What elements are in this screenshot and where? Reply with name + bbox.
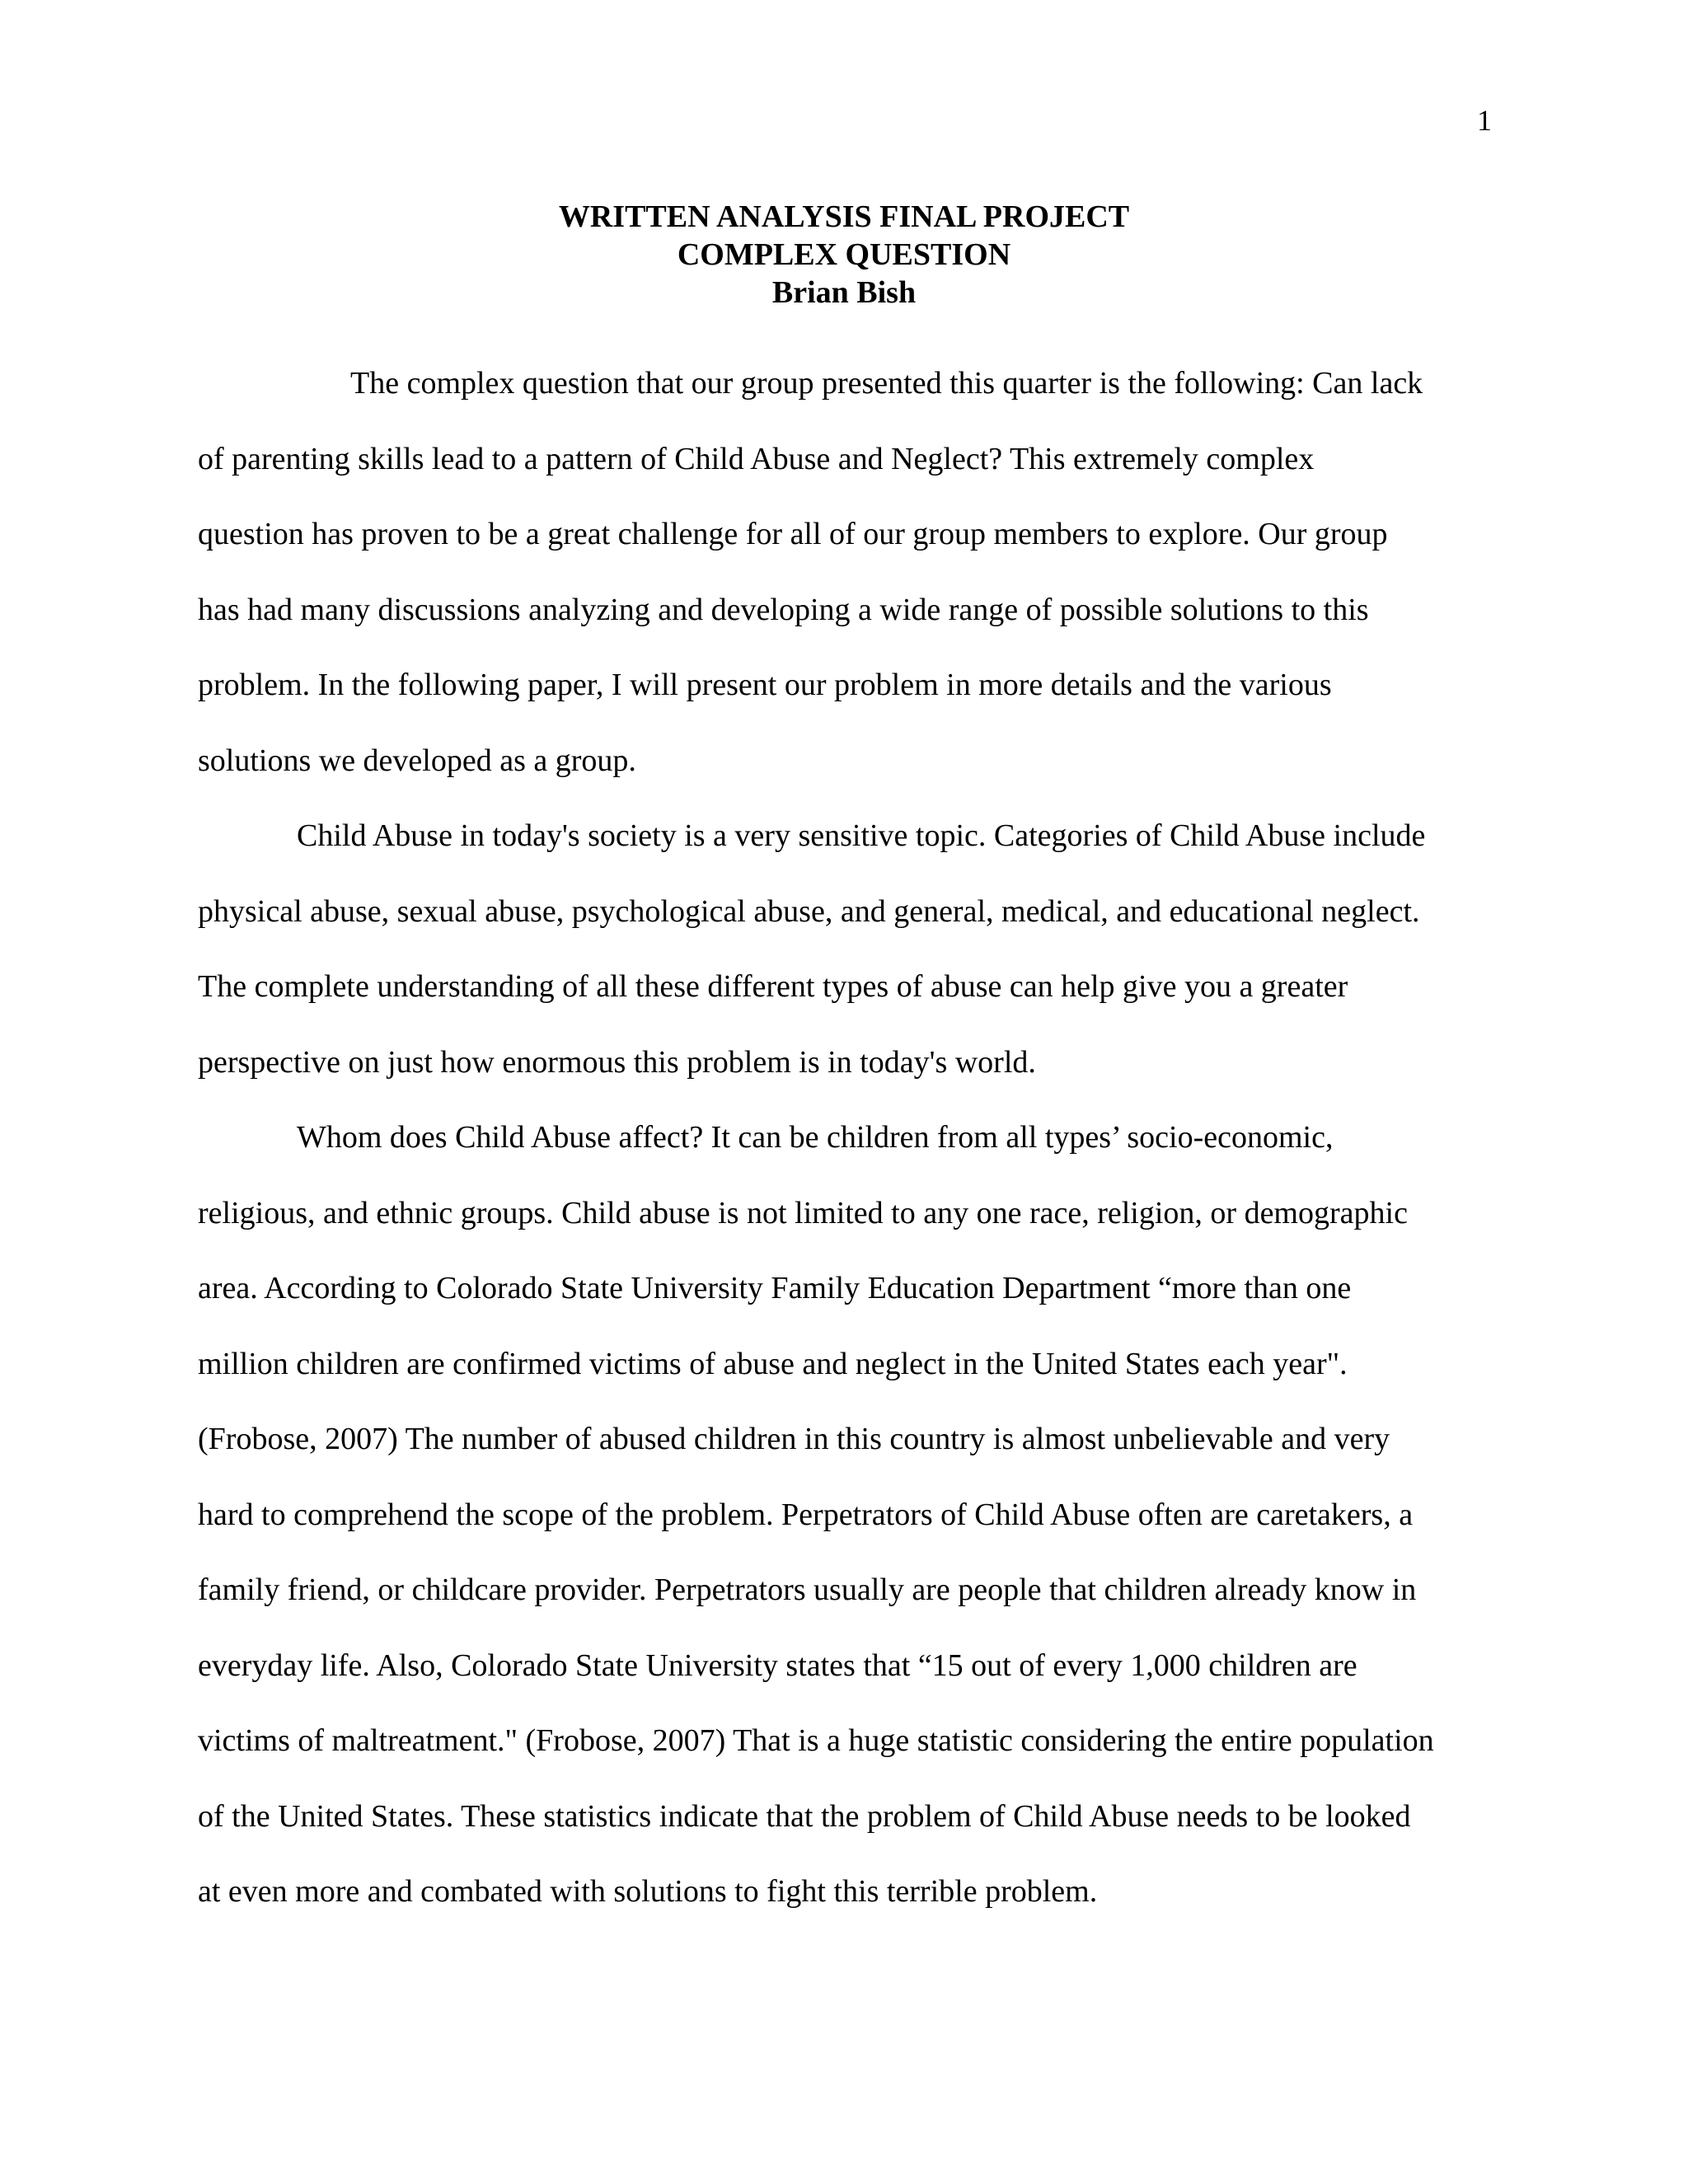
text-line: has had many discussions analyzing and developing a wide range of possible solutions to this <box>198 592 1369 627</box>
title-block <box>0 198 1688 312</box>
paragraph-categories <box>198 799 1508 1100</box>
page-number: 1 <box>1477 104 1492 137</box>
text-line: victims of maltreatment." (Frobose, 2007) That is a huge statistic considering the entire population <box>198 1723 1434 1758</box>
paragraph-who-affected <box>198 1100 1508 1930</box>
text-line: The complex question that our group presented this quarter is the following: Can lack <box>350 366 1423 401</box>
text-line: The complete understanding of all these different types of abuse can help give you a greater <box>198 969 1348 1004</box>
text-line: question has proven to be a great challenge for all of our group members to explore. Our group <box>198 517 1388 551</box>
author-name: Brian Bish <box>771 275 917 310</box>
text-line: hard to comprehend the scope of the problem. Perpetrators of Child Abuse often are caretakers, a <box>198 1497 1414 1532</box>
text-line: perspective on just how enormous this problem is in today's world. <box>198 1044 1036 1080</box>
text-line: everyday life. Also, Colorado State University states that “15 out of every 1,000 children are <box>198 1647 1357 1683</box>
text-line: problem. In the following paper, I will present our problem in more details and the various <box>198 668 1332 702</box>
text-line: physical abuse, sexual abuse, psychological abuse, and general, medical, and educational neglect. <box>198 893 1420 929</box>
text-line: religious, and ethnic groups. Child abuse is not limited to any one race, religion, or demographic <box>198 1195 1408 1230</box>
document-subtitle: COMPLEX QUESTION <box>677 237 1011 272</box>
body-text <box>198 346 1508 1930</box>
document-title: WRITTEN ANALYSIS FINAL PROJECT <box>558 199 1130 234</box>
text-line: of the United States. These statistics indicate that the problem of Child Abuse needs to be looked <box>198 1798 1411 1834</box>
text-line: family friend, or childcare provider. Perpetrators usually are people that children already know in <box>198 1572 1417 1607</box>
text-line: Whom does Child Abuse affect? It can be children from all types’ socio-economic, <box>297 1120 1334 1155</box>
text-line: million children are confirmed victims of abuse and neglect in the United States each year". <box>198 1346 1348 1381</box>
paragraph-intro <box>198 346 1508 799</box>
text-line: (Frobose, 2007) The number of abused children in this country is almost unbelievable and very <box>198 1422 1390 1456</box>
text-line: solutions we developed as a group. <box>198 743 636 778</box>
text-line: at even more and combated with solutions to fight this terrible problem. <box>198 1874 1098 1909</box>
text-line: of parenting skills lead to a pattern of Child Abuse and Neglect? This extremely complex <box>198 441 1315 476</box>
text-line: Child Abuse in today's society is a very sensitive topic. Categories of Child Abuse include <box>297 818 1426 853</box>
text-line: area. According to Colorado State University Family Education Department “more than one <box>198 1271 1352 1305</box>
